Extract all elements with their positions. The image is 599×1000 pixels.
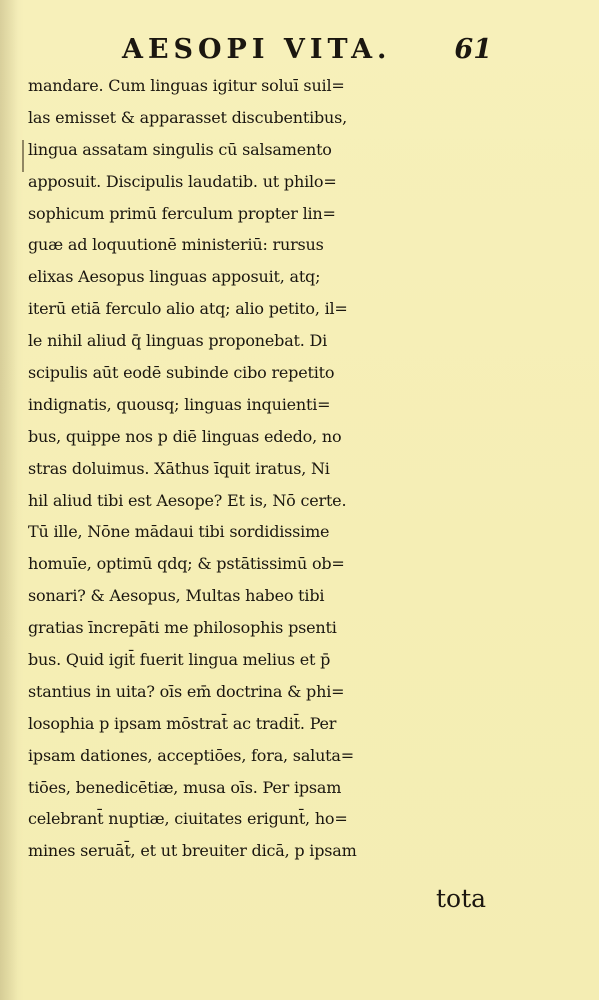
text-line: guæ ad loquutionē ministeriū: rursus <box>28 235 324 255</box>
text-line: Tū ille, Nōne mādaui tibi sordidissime <box>28 522 330 542</box>
text-line: elixas Aesopus linguas apposuit, atq; <box>28 267 321 287</box>
folio-number: 61 <box>454 34 492 65</box>
text-line: indignatis, quousq; linguas inquienti= <box>28 394 331 414</box>
body-text <box>28 70 488 867</box>
text-line: mandare. Cum linguas igitur soluī suil= <box>28 76 345 95</box>
text-line: tiōes, benedicētiæ, musa oīs. Per ipsam <box>28 777 342 797</box>
text-line: bus, quippe nos p diē linguas ededo, no <box>28 426 342 446</box>
text-line: stantius in uita? oīs em̄ doctrina & phi= <box>28 681 345 701</box>
text-line: sophicum primū ferculum propter lin= <box>28 203 336 223</box>
running-title: AESOPI VITA. <box>122 34 392 65</box>
text-line: scipulis aūt eodē subinde cibo repetito <box>28 363 335 383</box>
text-line: lingua assatam singulis cū salsamento <box>28 139 332 159</box>
text-line: homuīe, optimū qdq; & pstātissimū ob= <box>28 554 345 574</box>
text-line: iterū etiā ferculo alio atq; alio petito, il= <box>28 299 348 319</box>
text-line: gratias īncrepāti me philosophis psenti <box>28 618 337 638</box>
text-line: las emisset & apparasset discubentibus, <box>28 107 348 127</box>
catchword: tota <box>436 884 487 913</box>
margin-mark <box>22 140 24 172</box>
text-line: ipsam dationes, acceptiōes, fora, saluta= <box>28 745 354 765</box>
text-line: hil aliud tibi est Aesope? Et is, Nō certe. <box>28 490 347 510</box>
text-line: le nihil aliud q̄ linguas proponebat. Di <box>28 331 328 351</box>
text-line: mines seruāt̄, et ut breuiter dicā, p ipsam <box>28 841 357 861</box>
gutter-shadow <box>0 0 18 1000</box>
text-line: celebrant̄ nuptiæ, ciuitates erigunt̄, ho= <box>28 809 348 829</box>
text-line: stras doluimus. Xāthus īquit iratus, Ni <box>28 458 330 478</box>
text-line: bus. Quid igit̄ fuerit lingua melius et p̄ <box>28 650 331 670</box>
text-line: sonari? & Aesopus, Multas habeo tibi <box>28 586 325 606</box>
page-header <box>122 34 492 68</box>
text-line: apposuit. Discipulis laudatib. ut philo= <box>28 171 337 191</box>
text-line: losophia p ipsam mōstrat̄ ac tradit̄. Per <box>28 713 337 733</box>
